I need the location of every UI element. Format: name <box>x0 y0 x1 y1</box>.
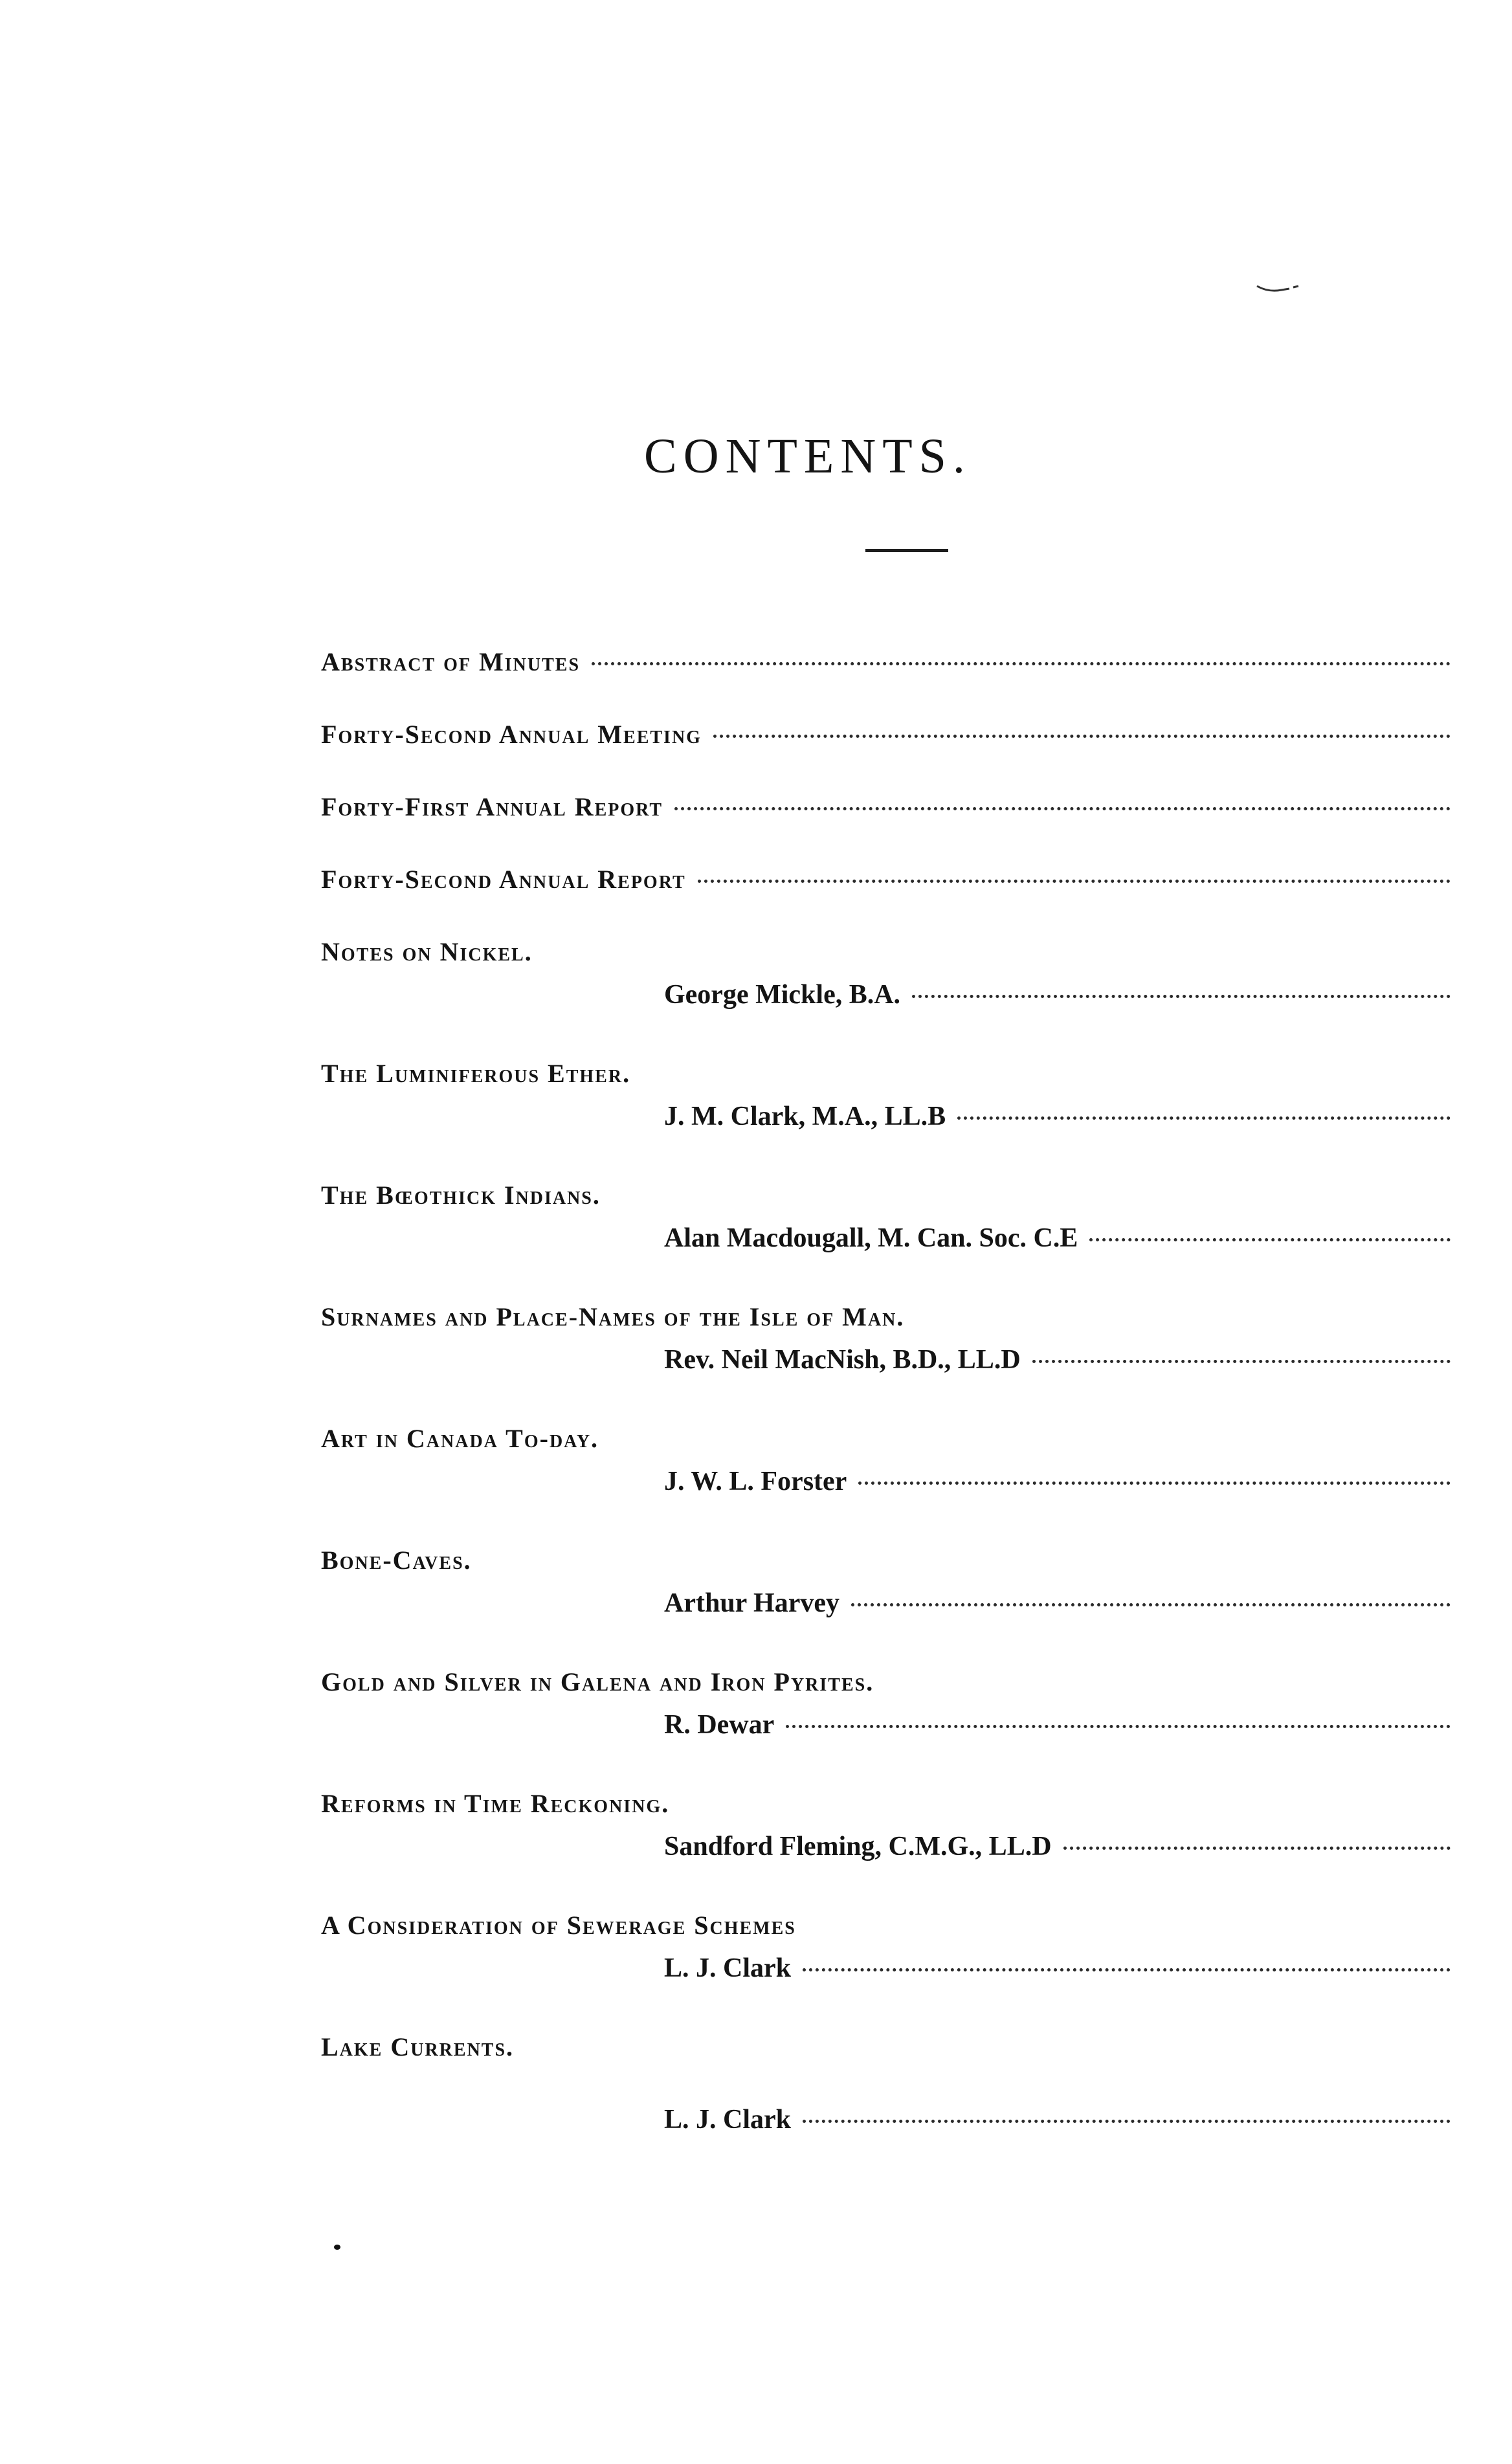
toc-entry-author: L. J. Clark <box>664 2105 792 2135</box>
toc-entry-title: Surnames and Place-Names of the Isle of Man. <box>321 1302 905 1331</box>
toc-entry-author: George Mickle, B.A. <box>664 980 901 1010</box>
dot-leader <box>1032 1360 1451 1363</box>
dot-leader <box>803 2120 1451 2123</box>
title-rule <box>865 549 948 552</box>
toc-entry-bone-caves <box>321 1539 1451 1625</box>
toc-entry-title: Abstract of Minutes <box>321 647 581 676</box>
dot-leader <box>698 880 1451 883</box>
dot-leader <box>858 1482 1451 1485</box>
toc-entry-title: Bone-Caves. <box>321 1546 472 1575</box>
dot-leader <box>674 807 1451 810</box>
toc-entry-forty-second-annual-report <box>321 858 1451 901</box>
toc-entry-author: Rev. Neil MacNish, B.D., LL.D <box>664 1345 1021 1375</box>
toc-entry-sewerage-schemes <box>321 1904 1451 1990</box>
ink-speck <box>334 2245 340 2250</box>
toc-entry-title: Notes on Nickel. <box>321 937 533 966</box>
toc-entry-boeothick-indians <box>321 1174 1451 1260</box>
dot-leader <box>957 1116 1451 1120</box>
toc-entry-author: Alan Macdougall, M. Can. Soc. C.E <box>664 1223 1078 1253</box>
toc-entry-author: J. W. L. Forster <box>664 1467 847 1496</box>
toc-entry-title: Forty-Second Annual Meeting <box>321 720 702 749</box>
dot-leader <box>912 995 1451 998</box>
toc-entry-title: Reforms in Time Reckoning. <box>321 1789 670 1818</box>
toc-entry-title: Gold and Silver in Galena and Iron Pyrites. <box>321 1667 874 1696</box>
dot-leader <box>1089 1238 1451 1241</box>
toc-entry-title: Art in Canada To-day. <box>321 1424 599 1453</box>
dot-leader <box>713 735 1451 738</box>
toc-entry-author: Sandford Fleming, C.M.G., LL.D <box>664 1832 1052 1861</box>
toc-entry-title: Forty-First Annual Report <box>321 792 663 821</box>
toc-entry-forty-second-annual-meeting <box>321 713 1451 756</box>
pencil-mark-icon <box>1256 283 1301 294</box>
toc-entry-author: R. Dewar <box>664 1710 775 1740</box>
toc-entry-title: A Consideration of Sewerage Schemes <box>321 1911 796 1940</box>
toc-entry-notes-on-nickel <box>321 931 1451 1016</box>
toc-entry-abstract-of-minutes <box>321 641 1451 683</box>
dot-leader <box>786 1725 1451 1728</box>
toc-entry-title: The Luminiferous Ether. <box>321 1059 631 1088</box>
toc-entry-luminiferous-ether <box>321 1052 1451 1138</box>
dot-leader <box>1063 1847 1451 1850</box>
toc-entry-author: J. M. Clark, M.A., LL.B <box>664 1102 946 1131</box>
toc-entry-art-in-canada <box>321 1417 1451 1503</box>
dot-leader <box>851 1603 1451 1606</box>
dot-leader <box>803 1968 1451 1971</box>
toc-entry-time-reckoning <box>321 1782 1451 1868</box>
toc-entry-title: The Bœothick Indians. <box>321 1181 601 1210</box>
toc-entry-author: Arthur Harvey <box>664 1588 840 1618</box>
toc-entry-title: Forty-Second Annual Report <box>321 865 686 894</box>
dot-leader <box>592 662 1451 665</box>
toc-entry-title: Lake Currents. <box>321 2032 515 2061</box>
table-of-contents <box>321 641 1451 2141</box>
toc-entry-forty-first-annual-report <box>321 786 1451 828</box>
toc-entry-author: L. J. Clark <box>664 1953 792 1983</box>
page-title: CONTENTS. <box>644 429 972 483</box>
toc-entry-lake-currents <box>321 2026 1451 2141</box>
toc-entry-isle-of-man <box>321 1296 1451 1381</box>
toc-entry-gold-and-silver <box>321 1661 1451 1746</box>
